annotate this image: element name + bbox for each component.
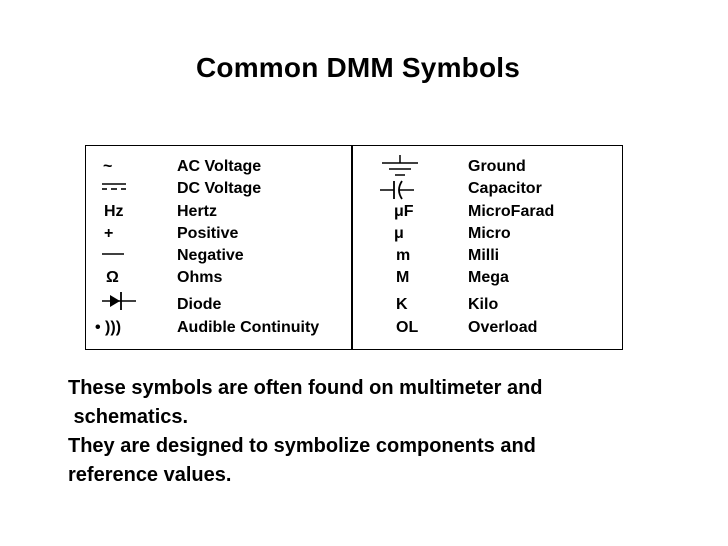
overload-symbol: OL <box>396 319 419 336</box>
label-hertz: Hertz <box>177 203 218 220</box>
page-title: Common DMM Symbols <box>195 52 521 83</box>
label-capacitor: Capacitor <box>468 180 542 197</box>
omega-icon: Ω <box>106 269 119 286</box>
label-ohms: Ohms <box>177 269 223 286</box>
label-microfarad: MicroFarad <box>468 203 555 220</box>
kilo-symbol: K <box>396 296 408 313</box>
description-line-4: reference values. <box>68 464 232 486</box>
description-line-3: They are designed to symbolize components and <box>68 435 536 457</box>
description-line-2: schematics. <box>68 406 189 428</box>
negative-line-icon <box>102 253 124 257</box>
label-milli: Milli <box>468 247 500 264</box>
milli-symbol: m <box>396 247 411 264</box>
label-audible-continuity: Audible Continuity <box>177 319 320 336</box>
label-positive: Positive <box>177 225 239 242</box>
label-mega: Mega <box>468 269 509 286</box>
continuity-icon: • ))) <box>95 319 122 336</box>
hz-symbol: Hz <box>104 203 124 220</box>
label-dc-voltage: DC Voltage <box>177 180 262 197</box>
label-ground: Ground <box>468 158 526 175</box>
dc-voltage-icon <box>102 183 126 193</box>
micro-symbol: μ <box>394 225 404 242</box>
mega-symbol: M <box>396 269 410 286</box>
label-ac-voltage: AC Voltage <box>177 158 262 175</box>
capacitor-icon <box>380 180 416 200</box>
description-line-1: These symbols are often found on multimeter and <box>68 377 543 399</box>
ac-wave-icon: ~ <box>103 158 113 175</box>
label-kilo: Kilo <box>468 296 499 313</box>
plus-symbol: + <box>104 225 114 242</box>
label-diode: Diode <box>177 296 222 313</box>
symbol-table <box>85 145 623 350</box>
column-divider <box>351 145 353 350</box>
label-micro: Micro <box>468 225 511 242</box>
label-overload: Overload <box>468 319 538 336</box>
microfarad-symbol: μF <box>394 203 414 220</box>
diode-icon <box>102 289 138 313</box>
ground-icon <box>382 155 420 179</box>
description <box>68 374 718 490</box>
label-negative: Negative <box>177 247 244 264</box>
